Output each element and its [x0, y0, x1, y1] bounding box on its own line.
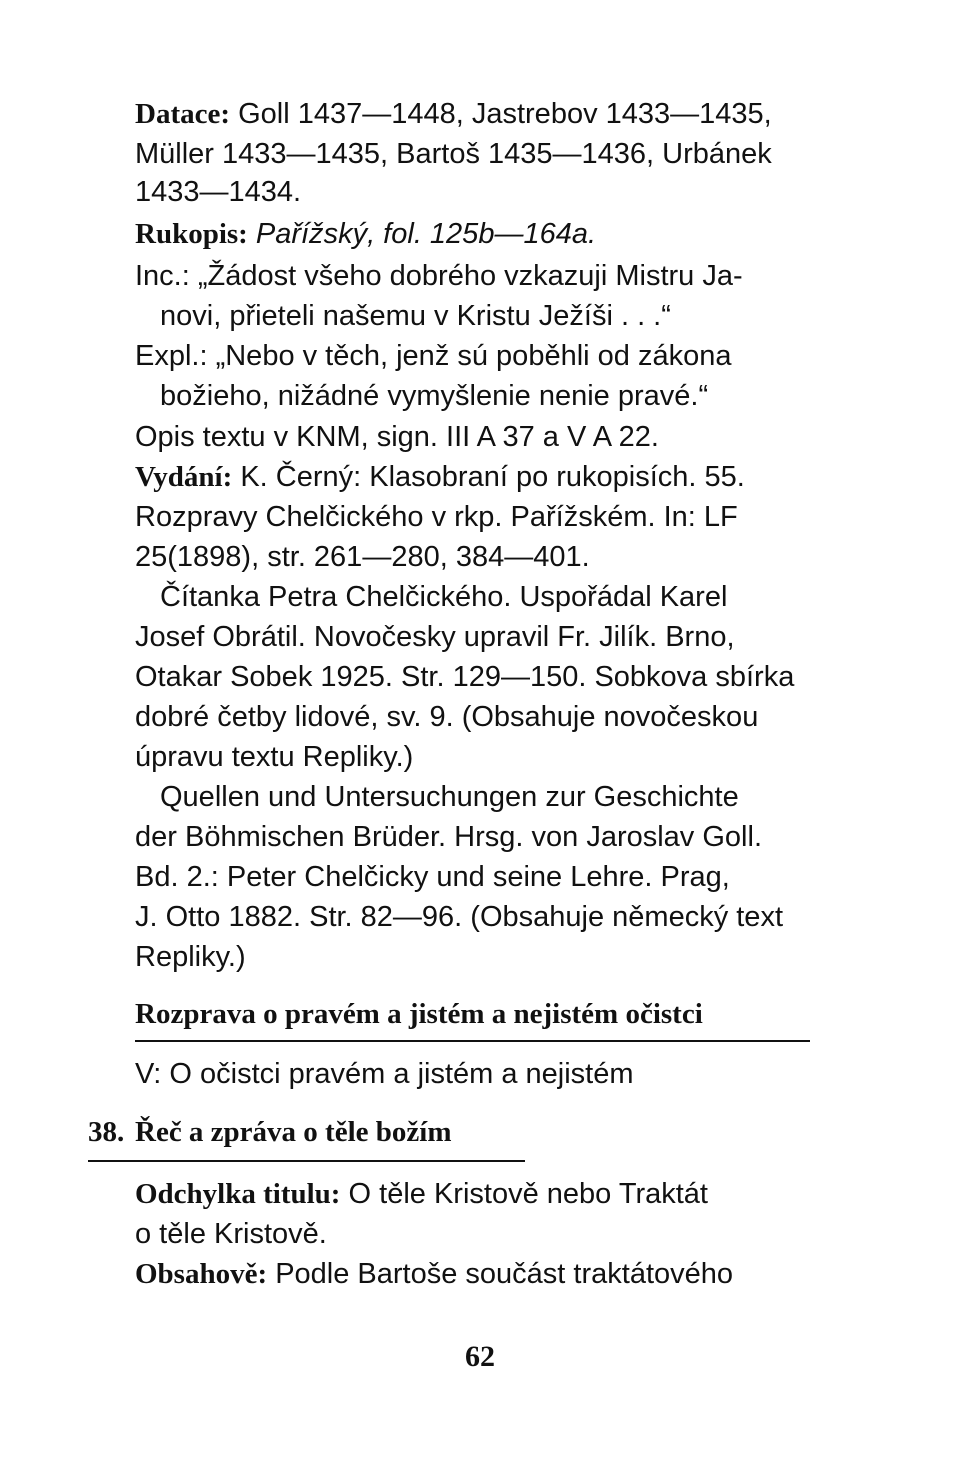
section-heading-2: Řeč a zpráva o těle božím: [135, 1116, 452, 1148]
text-line: Čítanka Petra Chelčického. Uspořádal Karel: [160, 581, 728, 613]
text-line: der Böhmischen Brüder. Hrsg. von Jaroslav Goll.: [135, 821, 762, 853]
rukopis-text: Pařížský, fol. 125b—164a.: [247, 218, 597, 250]
text-line: Otakar Sobek 1925. Str. 129—150. Sobkova sbírka: [135, 661, 795, 693]
heading-underline: [88, 1160, 525, 1162]
text-line: Quellen und Untersuchungen zur Geschichte: [160, 781, 739, 813]
odchylka-label: Odchylka titulu:: [135, 1178, 341, 1210]
page-number: 62: [465, 1340, 495, 1373]
text-line: Rozpravy Chelčického v rkp. Pařížském. In: LF: [135, 501, 738, 533]
text-line: J. Otto 1882. Str. 82—96. (Obsahuje německý text: [135, 901, 783, 933]
vydani-text: K. Černý: Klasobraní po rukopisích. 55.: [232, 461, 745, 493]
text-line: 25(1898), str. 261—280, 384—401.: [135, 541, 590, 573]
text-line: o těle Kristově.: [135, 1218, 327, 1250]
rukopis-label: Rukopis:: [135, 218, 248, 250]
text-line: Inc.: „Žádost všeho dobrého vzkazuji Mistru Ja-: [135, 260, 743, 292]
odchylka-text: O těle Kristově nebo Traktát: [340, 1178, 708, 1210]
text-line: Opis textu v KNM, sign. III A 37 a V A 22.: [135, 421, 659, 453]
text-line: 1433—1434.: [135, 176, 302, 208]
obsahove-line: [135, 1260, 733, 1289]
text-line: Müller 1433—1435, Bartoš 1435—1436, Urbánek: [135, 138, 772, 170]
text-line: novi, přieteli našemu v Kristu Ježíši . . .“: [160, 300, 671, 332]
text-line: Repliky.): [135, 941, 246, 973]
text-line: dobré četby lidové, sv. 9. (Obsahuje novočeskou: [135, 701, 759, 733]
variant-title-line: V: O očistci pravém a jistém a nejistém: [135, 1058, 634, 1090]
section-heading-1: Rozprava o pravém a jistém a nejistém očistci: [135, 998, 703, 1030]
vydani-label: Vydání:: [135, 461, 233, 493]
text-line: Expl.: „Nebo v těch, jenž sú poběhli od zákona: [135, 340, 732, 372]
heading-underline: [135, 1040, 810, 1042]
entry-number: 38.: [88, 1116, 125, 1148]
text-line: Josef Obrátil. Novočesky upravil Fr. Jilík. Brno,: [135, 621, 735, 653]
odchylka-line: [135, 1180, 708, 1209]
obsahove-label: Obsahově:: [135, 1258, 268, 1290]
datace-label: Datace:: [135, 98, 231, 130]
text-line: Bd. 2.: Peter Chelčicky und seine Lehre. Prag,: [135, 861, 730, 893]
vydani-line: [135, 463, 745, 492]
text-line: úpravu textu Repliky.): [135, 741, 414, 773]
rukopis-line: [135, 220, 596, 249]
datace-text: Goll 1437—1448, Jastrebov 1433—1435,: [230, 98, 772, 130]
text-line: božieho, nižádné vymyšlenie nenie pravé.“: [160, 380, 709, 412]
datace-line: [135, 100, 772, 129]
obsahove-text: Podle Bartoše součást traktátového: [267, 1258, 734, 1290]
